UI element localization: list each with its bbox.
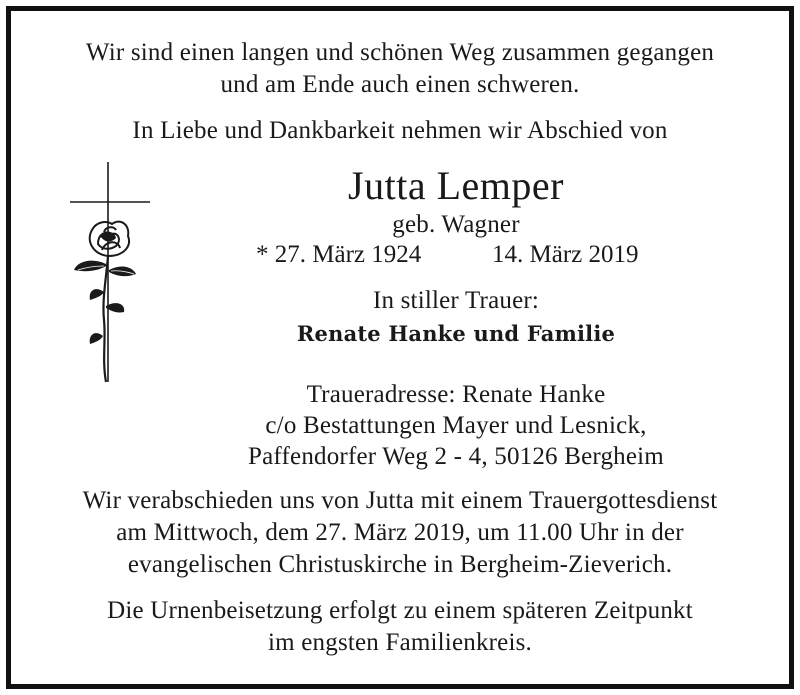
burial-line-1: Die Urnenbeisetzung erfolgt zu einem späteren Zeitpunkt — [107, 597, 693, 624]
cross-with-rose-icon — [62, 160, 162, 392]
address-line-3: Paffendorfer Weg 2 - 4, 50126 Bergheim — [248, 443, 664, 470]
mourning-label: In stiller Trauer: — [372, 287, 540, 314]
death-date: 14. März 2019 — [492, 241, 639, 268]
burial-line-2: im engsten Familienkreis. — [268, 629, 532, 656]
intro-line-2: und am Ende auch einen schweren. — [220, 71, 580, 98]
birth-date: * 27. März 1924 — [256, 241, 422, 268]
farewell-line: In Liebe und Dankbarkeit nehmen wir Abschied von — [132, 117, 668, 144]
service-line-1: Wir verabschieden uns von Jutta mit einem Trauergottesdienst — [82, 487, 718, 514]
birth-name: geb. Wagner — [392, 211, 520, 238]
service-line-2: am Mittwoch, dem 27. März 2019, um 11.00 Uhr in der — [116, 519, 684, 546]
address-line-1: Traueradresse: Renate Hanke — [306, 381, 606, 408]
address-line-2: c/o Bestattungen Mayer und Lesnick, — [265, 412, 647, 439]
deceased-name: Jutta Lemper — [348, 163, 564, 208]
intro-line-1: Wir sind einen langen und schönen Weg zusammen gegangen — [85, 39, 715, 66]
service-line-3: evangelischen Christuskirche in Bergheim-Zieverich. — [127, 551, 673, 578]
mourners: Renate Hanke und Familie — [296, 321, 616, 346]
